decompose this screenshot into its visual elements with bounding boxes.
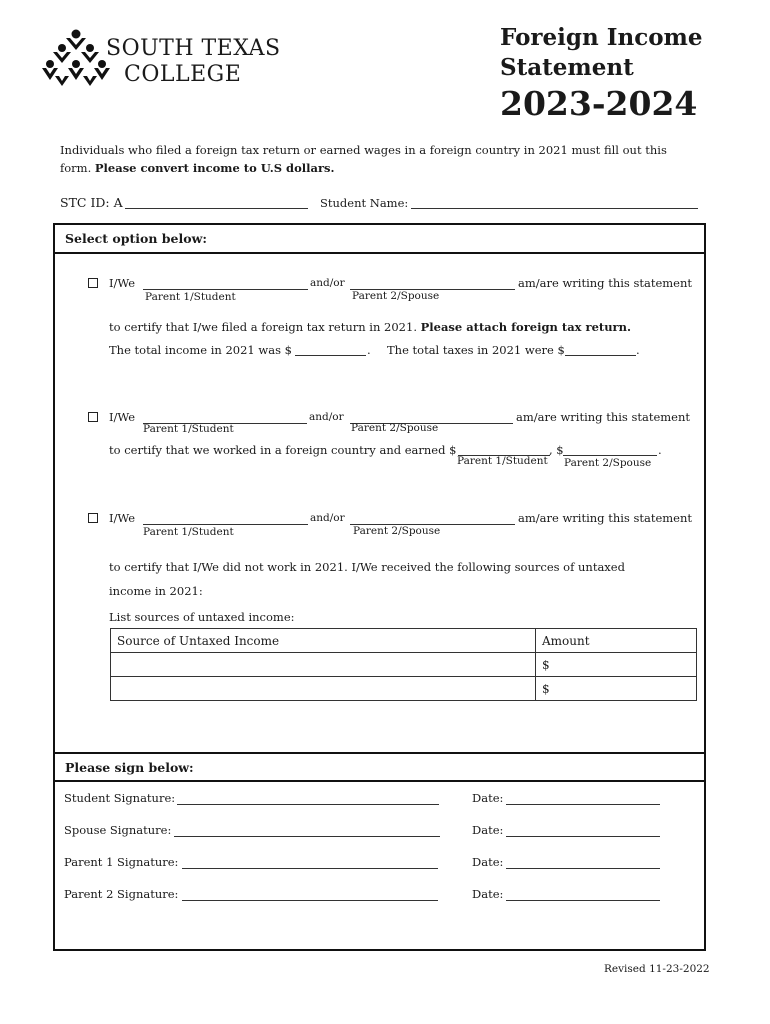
- stc-id-label: STC ID: A: [60, 195, 123, 210]
- option1-certify-plain: to certify that I/we filed a foreign tax return in 2021.: [109, 320, 417, 334]
- option1-statement: am/are writing this statement: [518, 276, 692, 290]
- student-date-label: Date:: [472, 791, 504, 805]
- option3-list-label: List sources of untaxed income:: [109, 610, 295, 624]
- option1-certify: [109, 320, 631, 334]
- spouse-date-label: Date:: [472, 823, 504, 837]
- intro-line2: [60, 161, 335, 175]
- logo-line2: COLLEGE: [124, 62, 242, 87]
- options-header-label: Select option below:: [65, 231, 207, 246]
- untaxed-income-table: [110, 628, 697, 701]
- signatures-header-label: Please sign below:: [65, 760, 194, 775]
- option2-parent1-label: Parent 1/Student: [143, 423, 234, 435]
- option1-parent1-label: Parent 1/Student: [145, 291, 236, 303]
- option3-parent1-label: Parent 1/Student: [143, 526, 234, 538]
- option2-checkbox[interactable]: [88, 412, 98, 422]
- option2-parent2-earned-label: Parent 2/Spouse: [564, 457, 652, 469]
- stc-id-field[interactable]: [125, 208, 308, 209]
- parent1-date-label: Date:: [472, 855, 504, 869]
- option1-income-period: .: [367, 343, 371, 357]
- option2-parent1-earned-label: Parent 1/Student: [457, 455, 548, 467]
- spouse-date-field[interactable]: [506, 836, 660, 837]
- option3-parent2-label: Parent 2/Spouse: [353, 525, 441, 537]
- college-logo: [42, 28, 287, 90]
- table-header-source: Source of Untaxed Income: [111, 629, 536, 653]
- option1-checkbox[interactable]: [88, 278, 98, 288]
- spouse-signature-field[interactable]: [174, 836, 440, 837]
- logo-figures-icon: [42, 28, 110, 90]
- option2-iwe: I/We: [109, 410, 136, 424]
- option3-andor: and/or: [310, 512, 345, 524]
- options-header: [53, 223, 706, 254]
- option2-certify: to certify that we worked in a foreign country and earned $: [109, 443, 457, 457]
- table-row: [111, 653, 697, 677]
- option1-income-field[interactable]: [295, 355, 366, 356]
- student-signature-label: Student Signature:: [64, 791, 176, 805]
- parent1-signature-field[interactable]: [182, 868, 438, 869]
- student-signature-field[interactable]: [177, 804, 439, 805]
- revised-date: Revised 11-23-2022: [604, 963, 710, 975]
- form-title-line1: Foreign Income: [500, 24, 703, 51]
- option3-statement: am/are writing this statement: [518, 511, 692, 525]
- table-cell-source[interactable]: [111, 653, 536, 677]
- parent2-date-field[interactable]: [506, 900, 660, 901]
- logo-line1: SOUTH TEXAS: [106, 36, 281, 61]
- option2-period: .: [658, 443, 662, 457]
- option3-certify-line2: income in 2021:: [109, 584, 203, 598]
- table-cell-source[interactable]: [111, 677, 536, 701]
- signatures-header: [53, 752, 706, 782]
- option3-iwe: I/We: [109, 511, 136, 525]
- intro-line2-plain: form.: [60, 161, 92, 175]
- spouse-signature-label: Spouse Signature:: [64, 823, 172, 837]
- option1-andor: and/or: [310, 277, 345, 289]
- parent2-signature-field[interactable]: [182, 900, 438, 901]
- option3-checkbox[interactable]: [88, 513, 98, 523]
- table-cell-amount[interactable]: $: [536, 653, 697, 677]
- option1-certify-bold: Please attach foreign tax return.: [420, 320, 631, 334]
- intro-line2-bold: Please convert income to U.S dollars.: [94, 161, 335, 175]
- option1-income-label: The total income in 2021 was $: [109, 343, 292, 357]
- option2-andor: and/or: [309, 411, 344, 423]
- student-name-label: Student Name:: [320, 196, 409, 210]
- intro-line1: Individuals who filed a foreign tax return or earned wages in a foreign country in 2021 must fill out this: [60, 143, 667, 157]
- table-header-amount: Amount: [536, 629, 697, 653]
- option1-taxes-label: The total taxes in 2021 were $: [387, 343, 565, 357]
- option1-parent2-label: Parent 2/Spouse: [352, 290, 440, 302]
- form-year: 2023-2024: [500, 84, 698, 123]
- option1-parent1-field[interactable]: [143, 289, 308, 290]
- parent2-signature-label: Parent 2 Signature:: [64, 887, 179, 901]
- option2-parent2-earned-field[interactable]: [563, 455, 657, 456]
- parent1-date-field[interactable]: [506, 868, 660, 869]
- student-date-field[interactable]: [506, 804, 660, 805]
- option3-parent1-field[interactable]: [143, 524, 308, 525]
- option2-comma-dollar: , $: [549, 443, 564, 457]
- student-name-field[interactable]: [411, 208, 698, 209]
- parent2-date-label: Date:: [472, 887, 504, 901]
- option1-iwe: I/We: [109, 276, 136, 290]
- table-cell-amount[interactable]: $: [536, 677, 697, 701]
- table-row: [111, 677, 697, 701]
- option2-statement: am/are writing this statement: [516, 410, 690, 424]
- parent1-signature-label: Parent 1 Signature:: [64, 855, 179, 869]
- option1-taxes-field[interactable]: [565, 355, 636, 356]
- table-header-row: [111, 629, 697, 653]
- option1-taxes-period: .: [636, 343, 640, 357]
- form-title-line2: Statement: [500, 54, 634, 81]
- option3-certify-line1: to certify that I/We did not work in 2021. I/We received the following sources of untaxed: [109, 560, 625, 574]
- option2-parent2-label: Parent 2/Spouse: [351, 422, 439, 434]
